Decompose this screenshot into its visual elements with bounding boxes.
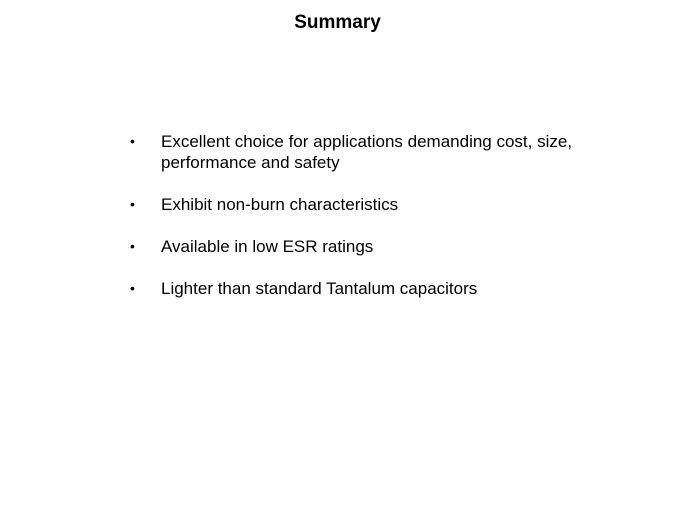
bullet-item-3: [130, 236, 590, 257]
bullet-item-4: [130, 278, 590, 299]
bullet-marker-icon: •: [130, 133, 135, 149]
bullet-text: Exhibit non-burn characteristics: [161, 195, 399, 214]
bullet-item-1: [130, 131, 590, 173]
bullet-text: Excellent choice for applications demanding cost, size, performance and safety: [161, 132, 573, 172]
bullet-list: [130, 131, 590, 320]
bullet-text: Lighter than standard Tantalum capacitors: [161, 279, 478, 298]
bullet-marker-icon: •: [130, 280, 135, 296]
bullet-marker-icon: •: [130, 238, 135, 254]
slide-title: Summary: [294, 12, 381, 33]
bullet-text: Available in low ESR ratings: [161, 237, 374, 256]
bullet-marker-icon: •: [130, 196, 135, 212]
bullet-item-2: [130, 194, 590, 215]
